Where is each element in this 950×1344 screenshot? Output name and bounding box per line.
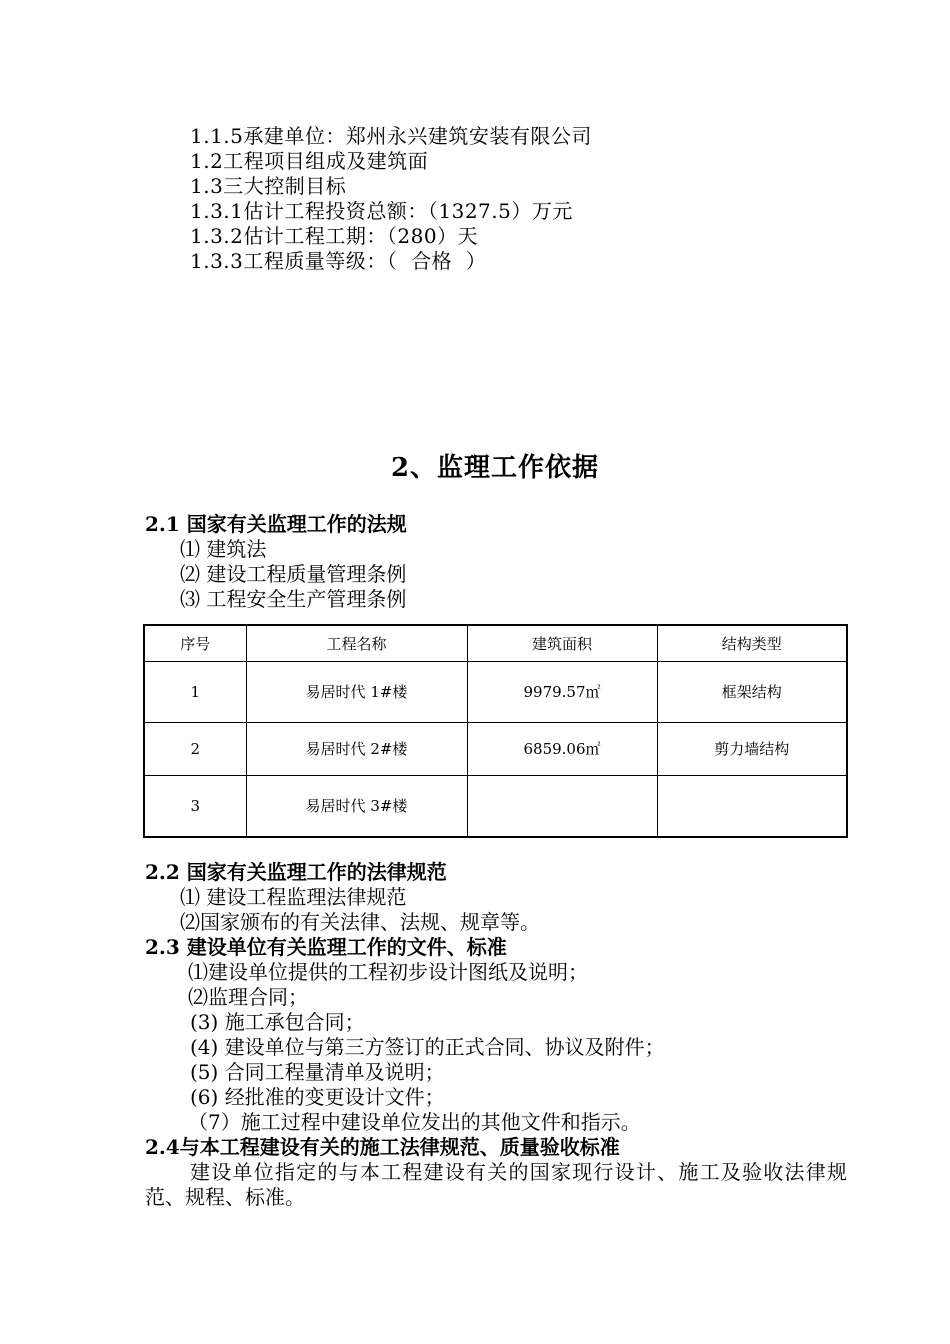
list-item: ⑶ 工程安全生产管理条例 bbox=[180, 587, 407, 611]
text-line: 1.3.1估计工程投资总额：（1327.5）万元 bbox=[190, 199, 573, 223]
table-cell: 易居时代 3#楼 bbox=[246, 775, 467, 837]
header-cell: 工程名称 bbox=[246, 625, 467, 661]
list-item: (6) 经批准的变更设计文件； bbox=[190, 1085, 445, 1109]
table-cell: 易居时代 1#楼 bbox=[246, 661, 467, 722]
table-cell: 框架结构 bbox=[657, 661, 847, 722]
table-cell: 剪力墙结构 bbox=[657, 722, 847, 775]
list-item: ⑵ 建设工程质量管理条例 bbox=[180, 562, 407, 586]
heading-2-4: 2.4与本工程建设有关的施工法律规范、质量验收标准 bbox=[145, 1135, 620, 1159]
header-cell: 结构类型 bbox=[657, 625, 847, 661]
text-line: 1.1.5承建单位：郑州永兴建筑安装有限公司 bbox=[190, 124, 592, 148]
text-line: 1.2工程项目组成及建筑面 bbox=[190, 149, 429, 173]
list-item: ⑴ 建设工程监理法律规范 bbox=[180, 885, 407, 909]
header-cell: 序号 bbox=[144, 625, 246, 661]
paragraph: 建设单位指定的与本工程建设有关的国家现行设计、施工及验收法律规范、规程、标准。 bbox=[145, 1160, 847, 1209]
list-item: ⑵国家颁布的有关法律、法规、规章等。 bbox=[180, 910, 540, 934]
table-cell bbox=[467, 775, 657, 837]
table-cell: 易居时代 2#楼 bbox=[246, 722, 467, 775]
section-title: 2、监理工作依据 bbox=[390, 453, 600, 483]
list-item: ⑴ 建筑法 bbox=[180, 537, 267, 561]
text-line: 1.3三大控制目标 bbox=[190, 174, 347, 198]
list-item: (5) 合同工程量清单及说明； bbox=[190, 1060, 445, 1084]
table-header-row bbox=[144, 625, 847, 661]
list-item: (4) 建设单位与第三方签订的正式合同、协议及附件； bbox=[190, 1035, 665, 1059]
table-row bbox=[144, 661, 847, 722]
heading-2-2: 2.2 国家有关监理工作的法律规范 bbox=[145, 860, 447, 884]
table-cell: 2 bbox=[144, 722, 246, 775]
table-cell: 6859.06㎡ bbox=[467, 722, 657, 775]
table-cell bbox=[657, 775, 847, 837]
text-line: 1.3.2估计工程工期：（280）天 bbox=[190, 224, 479, 248]
heading-2-3: 2.3 建设单位有关监理工作的文件、标准 bbox=[145, 935, 507, 959]
list-item: ⑵监理合同； bbox=[188, 985, 308, 1009]
table-row bbox=[144, 775, 847, 837]
heading-2-1: 2.1 国家有关监理工作的法规 bbox=[145, 512, 407, 536]
list-item: ⑴建设单位提供的工程初步设计图纸及说明； bbox=[188, 960, 588, 984]
list-item: (3) 施工承包合同； bbox=[190, 1010, 365, 1034]
list-item: （7）施工过程中建设单位发出的其他文件和指示。 bbox=[188, 1110, 641, 1134]
header-cell: 建筑面积 bbox=[467, 625, 657, 661]
table-cell: 1 bbox=[144, 661, 246, 722]
table-cell: 3 bbox=[144, 775, 246, 837]
table-cell: 9979.57㎡ bbox=[467, 661, 657, 722]
table-row bbox=[144, 722, 847, 775]
project-table bbox=[143, 624, 848, 838]
text-line: 1.3.3工程质量等级：（ 合格 ） bbox=[190, 249, 487, 273]
